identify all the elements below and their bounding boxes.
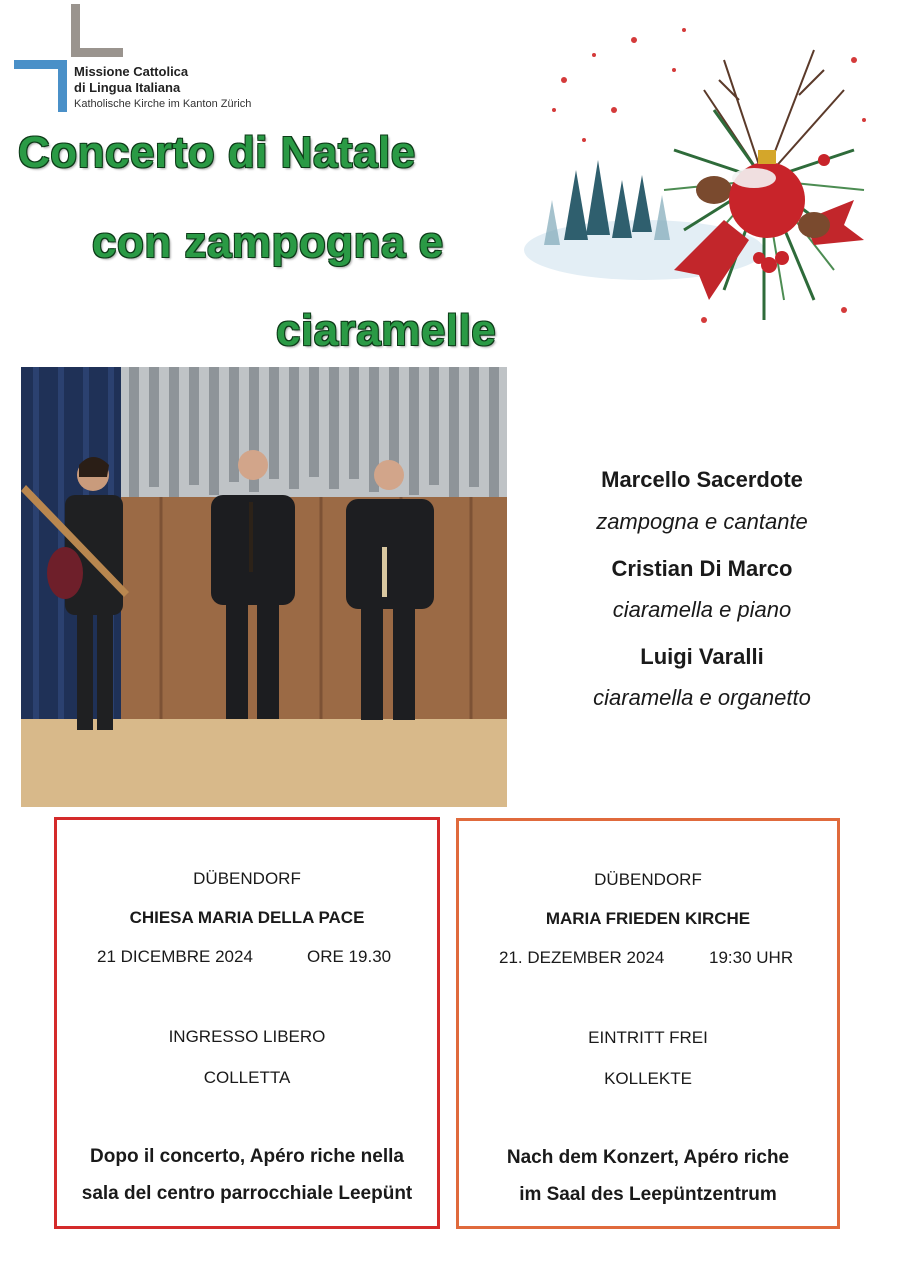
performer-1-name: Marcello Sacerdote <box>601 467 803 492</box>
christmas-ornament-illustration <box>524 0 880 356</box>
musicians-photo <box>21 367 507 807</box>
event-venue: CHIESA MARIA DELLA PACE <box>129 908 365 927</box>
performer-3-role: ciaramella e organetto <box>593 685 811 710</box>
event-entry: EINTRITT FREI <box>588 1028 708 1047</box>
logo-line-1: Missione Cattolica <box>74 64 189 79</box>
performer-1-role: zampogna e cantante <box>596 509 808 534</box>
title-line-3: ciaramelle <box>276 306 497 355</box>
event-box-italian <box>54 817 440 1229</box>
event-time: 19:30 UHR <box>709 948 794 967</box>
logo-line-3: Katholische Kirche im Kanton Zürich <box>74 98 252 110</box>
event-note-line-1: Dopo il concerto, Apéro riche nella <box>90 1146 404 1167</box>
performer-2-name: Cristian Di Marco <box>611 556 793 581</box>
title-line-2: con zampogna e <box>92 218 444 267</box>
event-date: 21 DICEMBRE 2024 <box>97 947 253 966</box>
event-city: DÜBENDORF <box>594 870 702 889</box>
event-date: 21. DEZEMBER 2024 <box>499 948 665 967</box>
event-collection: COLLETTA <box>203 1068 291 1087</box>
event-note-line-2: im Saal des Leepüntzentrum <box>519 1184 777 1205</box>
performer-2-role: ciaramella e piano <box>612 597 792 622</box>
performer-3-name: Luigi Varalli <box>640 644 764 669</box>
event-note-line-1: Nach dem Konzert, Apéro riche <box>506 1147 790 1168</box>
event-time: ORE 19.30 <box>307 947 392 966</box>
event-city: DÜBENDORF <box>193 869 301 888</box>
logo-line-2: di Lingua Italiana <box>74 80 181 95</box>
event-venue: MARIA FRIEDEN KIRCHE <box>545 909 751 928</box>
event-box-german <box>456 818 840 1229</box>
event-collection: KOLLEKTE <box>604 1069 692 1088</box>
mission-logo <box>14 4 334 116</box>
title-line-1: Concerto di Natale <box>18 128 416 177</box>
event-entry: INGRESSO LIBERO <box>168 1027 326 1046</box>
event-note-line-2: sala del centro parrocchiale Leepünt <box>81 1183 413 1204</box>
